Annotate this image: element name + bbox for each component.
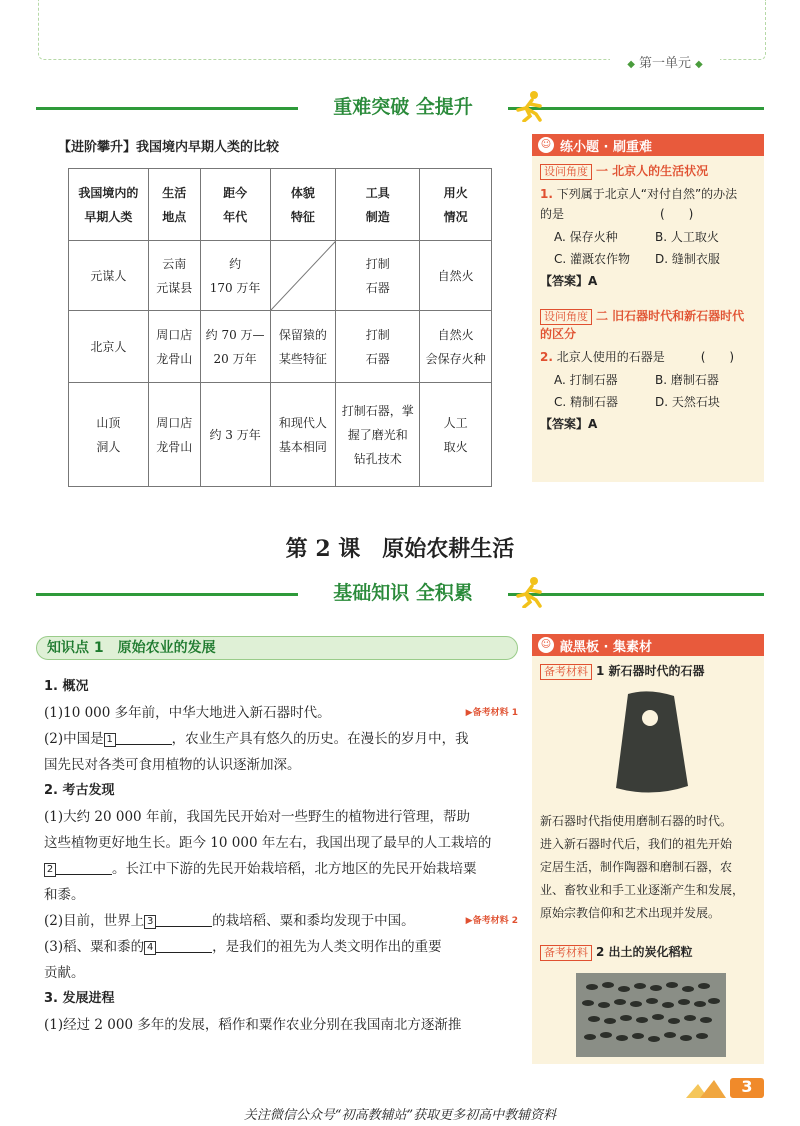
question-2-options [532, 369, 764, 413]
paragraph: (2)中国是 1 ，农业生产具有悠久的历史。在漫长的岁月中，我 [44, 726, 518, 752]
option: C. 精制石器 [554, 395, 619, 409]
cell-feature: 和现代人 基本相同 [270, 383, 336, 487]
option: D. 天然石块 [655, 395, 720, 409]
material-2-label: 备考材料 2 出土的炭化稻粒 [532, 929, 764, 967]
cell-tool: 打制石器，掌 握了磨光和 钻孔技术 [336, 383, 420, 487]
answer-1: 【答案】A [540, 274, 598, 288]
cell-tool: 打制 石器 [336, 241, 420, 311]
paragraph: (3)稻、粟和黍的 4 ，是我们的祖先为人类文明作出的重要 [44, 934, 518, 960]
question-2: 2. 北京人使用的石器是 ( ) [540, 350, 735, 364]
header-cell: 我国境内的 早期人类 [69, 169, 149, 241]
cell-name: 北京人 [69, 311, 149, 383]
option: C. 灌溉农作物 [554, 252, 631, 266]
cell-fire: 人工 取火 [420, 383, 492, 487]
cell-place: 周口店 龙骨山 [148, 383, 200, 487]
cell-place: 周口店 龙骨山 [148, 311, 200, 383]
runner-icon [514, 90, 544, 122]
paragraph: 这些植物更好地生长。距今 10 000 年左右，我国出现了最早的人工栽培的 [44, 835, 492, 851]
paragraph: (1)经过 2 000 多年的发展，稻作和粟作农业分别在我国南北方逐渐推 [44, 1017, 462, 1033]
paragraph: (1)大约 20 000 年前，我国先民开始对一些野生的植物进行管理，帮助 [44, 809, 470, 825]
option: B. 人工取火 [655, 230, 719, 244]
practice-header: ☺ 练小题 · 刷重难 [532, 134, 764, 156]
paragraph: (1)10 000 多年前，中华大地进入新石器时代。 ▶备考材料 1 [44, 700, 518, 726]
blank-number: 2 [44, 863, 56, 877]
paragraph: 贡献。 [44, 965, 85, 981]
smile-icon: ☺ [538, 137, 554, 153]
table-row [69, 241, 492, 311]
section-banner-2 [36, 576, 764, 608]
material-1-label: 备考材料 1 新石器时代的石器 [532, 656, 764, 686]
cell-age: 约 3 万年 [200, 383, 270, 487]
header-cell: 用火 情况 [420, 169, 492, 241]
material-reference: ▶备考材料 1 [465, 708, 518, 718]
cell-fire: 自然火 [420, 241, 492, 311]
subheading: 3. 发展进程 [44, 991, 115, 1006]
header-cell: 体貌 特征 [270, 169, 336, 241]
question-angle-2: 设问角度 二 旧石器时代和新石器时代的区分 [540, 309, 745, 341]
cell-age: 约 170 万年 [200, 241, 270, 311]
cell-place: 云南 元谋县 [148, 241, 200, 311]
fill-blank [56, 857, 112, 875]
banner-title: 基础知识 全积累 [298, 578, 508, 608]
material-1-text: 新石器时代指使用磨制石器的时代。 进入新石器时代后，我们的祖先开始 定居生活，制作陶器和磨制石器，农 业、畜牧业和手工业逐渐产生和发展， 原始宗教信仰和艺术出现并发展。 [540, 814, 745, 920]
option: A. 保存火种 [554, 230, 618, 244]
option: A. 打制石器 [554, 373, 618, 387]
top-frame [38, 0, 766, 60]
cell-feature: 保留猿的 某些特征 [270, 311, 336, 383]
question-1-options [532, 226, 764, 270]
table-row [69, 311, 492, 383]
diagonal-line [271, 241, 336, 310]
knowledge-content [44, 674, 518, 1038]
cell-tool: 打制 石器 [336, 311, 420, 383]
fill-blank [116, 727, 172, 745]
comparison-table [68, 168, 492, 487]
option: B. 磨制石器 [655, 373, 719, 387]
blank-number: 3 [144, 915, 156, 929]
fill-blank [156, 935, 212, 953]
materials-header: ☺ 敲黑板 · 集素材 [532, 634, 764, 656]
option: D. 缝制衣服 [655, 252, 720, 266]
stone-tool-image [532, 686, 764, 802]
header-cell: 工具 制造 [336, 169, 420, 241]
knowledge-point-header: 知识点 1 原始农业的发展 [36, 636, 518, 660]
practice-sidebar [532, 134, 764, 482]
diamond-icon: ◆ [627, 59, 635, 70]
fill-blank [156, 909, 212, 927]
materials-sidebar [532, 634, 764, 1064]
answer-2: 【答案】A [540, 417, 598, 431]
footer-note: 关注微信公众号“初高教辅站”获取更多初高中教辅资料 [243, 1108, 557, 1123]
carbonized-rice-image [532, 967, 764, 1063]
smile-icon: ☺ [538, 637, 554, 653]
cell-feature-empty [270, 241, 336, 311]
cell-name: 元谋人 [69, 241, 149, 311]
question-1: 1. 下列属于北京人“对付自然”的办法 的是 ( ) [540, 187, 738, 221]
cell-fire: 自然火 会保存火种 [420, 311, 492, 383]
question-angle-1: 设问角度 一 北京人的生活状况 [532, 156, 764, 182]
cell-age: 约 70 万— 20 万年 [200, 311, 270, 383]
banner-title: 重难突破 全提升 [298, 92, 508, 122]
material-reference: ▶备考材料 2 [465, 916, 518, 926]
paragraph: (2)目前，世界上 3 的栽培稻、粟和黍均发现于中国。 ▶备考材料 2 [44, 908, 518, 934]
table-row [69, 383, 492, 487]
paragraph: 2 。长江中下游的先民开始栽培稻，北方地区的先民开始栽培粟 [44, 856, 518, 882]
section-banner-1 [36, 90, 764, 122]
lesson-title: 第 2 课 原始农耕生活 [285, 536, 515, 562]
paragraph: 国先民对各类可食用植物的认识逐渐加深。 [44, 757, 301, 773]
diamond-icon: ◆ [695, 59, 703, 70]
comparison-title: 【进阶攀升】我国境内早期人类的比较 [58, 140, 280, 155]
paragraph: 和黍。 [44, 887, 85, 903]
header-cell: 距今 年代 [200, 169, 270, 241]
blank-number: 4 [144, 941, 156, 955]
subheading: 1. 概况 [44, 679, 89, 694]
header-cell: 生活 地点 [148, 169, 200, 241]
cell-name: 山顶 洞人 [69, 383, 149, 487]
blank-number: 1 [104, 733, 116, 747]
subheading: 2. 考古发现 [44, 783, 115, 798]
unit-label: ◆ 第一单元 ◆ [610, 52, 720, 71]
runner-icon [514, 576, 544, 608]
page-number: 3 [741, 1077, 753, 1096]
table-header-row [69, 169, 492, 241]
